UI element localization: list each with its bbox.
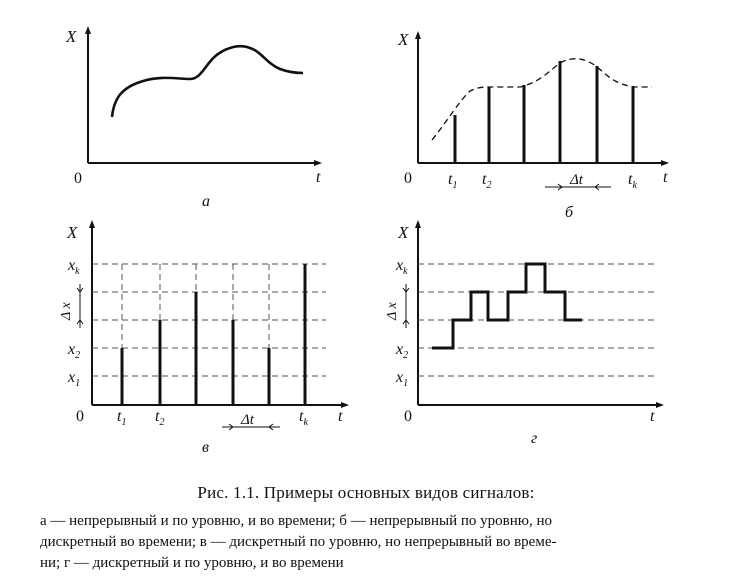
panel-b-dt-label: Δt — [570, 172, 583, 188]
panel-a-x-label: t — [316, 169, 321, 186]
panel-d-origin: 0 — [404, 408, 412, 425]
panel-d-dx-label: Δ x — [385, 302, 400, 320]
panel-d-y-label: X — [398, 223, 409, 242]
panel-d-step-signal — [432, 264, 582, 348]
panel-a-origin: 0 — [74, 170, 82, 187]
panel-d-x-label: t — [650, 408, 655, 425]
panel-c-dt-label: Δt — [241, 412, 254, 428]
panel-c — [59, 223, 345, 456]
figure-caption-line-1: а — непрерывный и по уровню, и во времени; б — непрерывный по уровню, но — [40, 513, 552, 529]
figure-caption-body — [40, 511, 710, 574]
panel-b-caption-letter: б — [565, 204, 574, 221]
panel-c-y-label: X — [67, 223, 78, 242]
panel-d-caption-letter: г — [531, 430, 538, 447]
panel-d-xk-label: $x_k$ — [396, 257, 408, 277]
panel-c-x2-label: $x_2$ — [68, 341, 81, 361]
panel-b-t1-label: $t_1$ — [448, 171, 458, 191]
panel-b-envelope-dashed — [432, 59, 652, 140]
panel-a-caption-letter: а — [202, 193, 210, 210]
panel-c-dx-label: Δ x — [59, 302, 74, 320]
figure-caption-line-2: дискретный во времени; в — дискретный по уровню, но непрерывный во време- — [40, 534, 557, 550]
panel-b-tk-label: $t_k$ — [628, 171, 637, 191]
panel-a — [65, 27, 321, 210]
figure-caption-title: Рис. 1.1. Примеры основных видов сигналов: — [197, 483, 535, 502]
panel-a-signal-curve — [112, 46, 303, 117]
panel-d-x1-label: $x_1$ — [396, 369, 409, 389]
panel-c-x1-label: $x_1$ — [68, 369, 81, 389]
panel-c-t2-label: $t_2$ — [155, 408, 165, 428]
panel-b — [397, 30, 668, 221]
panel-d — [385, 223, 660, 447]
panel-d-x2-label: $x_2$ — [396, 341, 409, 361]
panel-b-origin: 0 — [404, 170, 412, 187]
panel-c-t1-label: $t_1$ — [117, 408, 127, 428]
panel-b-t2-label: $t_2$ — [482, 171, 492, 191]
figure-caption-line-3: ни; г — дискретный и по уровню, и во времени — [40, 555, 344, 571]
panel-c-caption-letter: в — [202, 439, 209, 456]
panel-c-origin: 0 — [76, 408, 84, 425]
panel-a-y-label: X — [66, 27, 77, 46]
panel-b-x-label: t — [663, 169, 668, 186]
panel-c-tk-label: $t_k$ — [299, 408, 308, 428]
panel-b-y-label: X — [398, 30, 409, 49]
panel-c-x-label: t — [338, 408, 343, 425]
panel-c-xk-label: $x_k$ — [68, 257, 80, 277]
